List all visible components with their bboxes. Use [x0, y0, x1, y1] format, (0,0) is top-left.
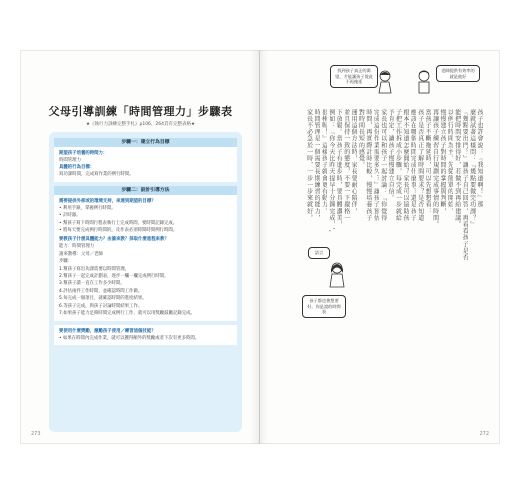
step2-step: 5.每完成一個項目，就確認時間的進度結果。 — [59, 296, 147, 302]
text-column: 時間，再實際計時比較，慢慢培養孩子 — [364, 109, 372, 222]
step2-card — [54, 195, 237, 321]
step2-step: 2.幫孩子一起完成計劃表，逐步一欄一欄完成例行時間。 — [59, 274, 169, 280]
page-number-right: 272 — [479, 431, 489, 437]
text-column: 時間管理是一個需要長期練習的能力， — [313, 109, 321, 222]
step2-step: 4.評估兩件工作時間，並確認時間工作做。 — [59, 288, 143, 294]
text-column: 子把工作拆成小步驟，每完成一步就給 — [394, 109, 402, 222]
step2-step: 3.幫孩子讀一直在工作多少時間。 — [59, 281, 125, 287]
speech-bubble-girl: 找到孩子真正的渴望，才能讓孩子從此不再拖延 — [330, 65, 378, 88]
book-spread — [20, 50, 500, 444]
step2-teacher: 誰來教導：父母／老師 — [59, 251, 103, 257]
text-column: 根本不知道怎麼開始？家長可以協助孩 — [401, 109, 409, 222]
text-column: 例如：『你今天比昨天提早十分鐘完成，', — [327, 109, 335, 233]
text-column: 運用這個方法時，家長要耐心陪伴， — [350, 109, 358, 215]
step1-answer-1: 時間管理力 — [59, 158, 81, 163]
step2-step: 7.如果孩子能力足夠時間完成例行工作，就可以用獎勵鼓勵記錄完成。 — [59, 311, 195, 317]
step2-step: 6.等孩子完成，與孩子討論時間結果工作。 — [59, 303, 143, 309]
step2-steps-label: 步驟： — [59, 259, 73, 265]
text-column: 對時間長短的感覺。 — [357, 109, 365, 169]
text-column: 家長不必急於一時，一步一步來就好。 — [305, 109, 313, 222]
step2-reward-card — [54, 325, 237, 345]
step2-ability: 能力：時間管理力 — [59, 244, 95, 250]
page-title: 父母引導訓練「時間管理力」步驟表 — [48, 105, 233, 118]
text-column: 麼就試著這樣問：『幾點要做完功課？』 — [468, 109, 476, 228]
text-column: 予肯定，讓孩子慢慢建立自信。 — [387, 109, 395, 202]
text-column: 『幾點要出門？』讓孩子自己回答，再看看孩子是否 — [461, 109, 469, 261]
step1-answer-2: 寫功課時間，完成寫作業的例行時間。 — [59, 172, 134, 178]
text-column: 慢慢建立孩子對時間的掌握與判斷， — [438, 109, 446, 215]
right-page — [259, 50, 500, 444]
text-column: 很棒喔！』這樣孩子就會更有動力。 — [320, 109, 328, 215]
spine-shadow — [250, 50, 268, 444]
step2-question-2: 要教孩子什麼具體能力？由誰來教？採取什麼進程來教？ — [59, 237, 169, 243]
text-column: 再讓孩子練習自行規劃完成事情的時間。 — [431, 109, 439, 228]
page-number-left: 273 — [31, 431, 41, 437]
body-text-columns — [273, 109, 483, 411]
left-page — [20, 50, 259, 444]
step1-heading: 步驟一：建立行為目標 — [54, 138, 237, 147]
step-table-panel — [49, 132, 242, 432]
text-column: 孩子是否真正了解時間要求？是否知道 — [416, 109, 424, 222]
text-column: 應該在哪個時間完成什麼事？還是孩子 — [409, 109, 417, 222]
step2-reward: • 如果在時間內完成作業，就可以獲得額外的獎勵或者下次有更多時間。 — [59, 335, 200, 341]
text-column: 孩子也許會說：『我知道啊！』那 — [476, 109, 483, 208]
parent-illustration-icon — [326, 261, 348, 289]
step2-question-3: 要使用什麼獎勵，激勵孩子使用／練習這個技能？ — [59, 328, 156, 334]
speech-bubble-parent-short: 語言 — [308, 247, 330, 259]
step2-line: • 計時器。 — [59, 213, 81, 219]
step1-question-2: 具體的行為目標： — [59, 165, 95, 171]
text-column: 家長也可以和孩子一起討論：『你覺得 — [379, 109, 387, 222]
text-column: 當孩子不斷拖延時，可以先想想看： — [424, 109, 432, 215]
speech-bubble-parent: 孩子都也會想要好，你是說的時間表 — [302, 295, 346, 318]
text-column: 下放鬆。當孩子有進步時，要具體讚美， — [335, 109, 343, 228]
boy-illustration-icon — [414, 69, 434, 95]
text-column: 並且保持一致的態度，不要一下嚴格一 — [342, 109, 350, 222]
step2-line: • 利用手錶，掌握例行時間。 — [59, 205, 116, 211]
girl-illustration-icon — [375, 69, 395, 95]
step2-line: • 將每天要完成例行時間的，及作表必須時間時間例行時間。 — [59, 228, 178, 234]
step1-card — [54, 147, 237, 182]
page-subtitle: ★《執行力訓練完整手札》p106、264頁有完整表格★ — [85, 122, 196, 127]
text-column: 完成這份作業需要多久？』讓孩子預估 — [372, 109, 380, 222]
step2-question-1: 需要提供外部或的環境支持，來達到期望的目標？ — [59, 198, 156, 204]
step2-heading: 步驟二：設計引導方法 — [54, 186, 237, 195]
text-column: 以例行時間為主，先從簡單的開始， — [446, 109, 454, 215]
step2-step: 1.幫孩子寫出功課需要以時間管理。 — [59, 266, 130, 272]
step1-question-1: 期望孩子培養的時間力： — [59, 151, 108, 156]
text-column: 能把時間安排得好，若做不到再給建議。 — [453, 109, 461, 228]
speech-bubble-boy: 老師提供有效率的就是他好 — [436, 65, 480, 82]
step2-line: • 幫孩子寫下時間行程表執行上完成時間，要時間記錄完成。 — [59, 220, 178, 226]
